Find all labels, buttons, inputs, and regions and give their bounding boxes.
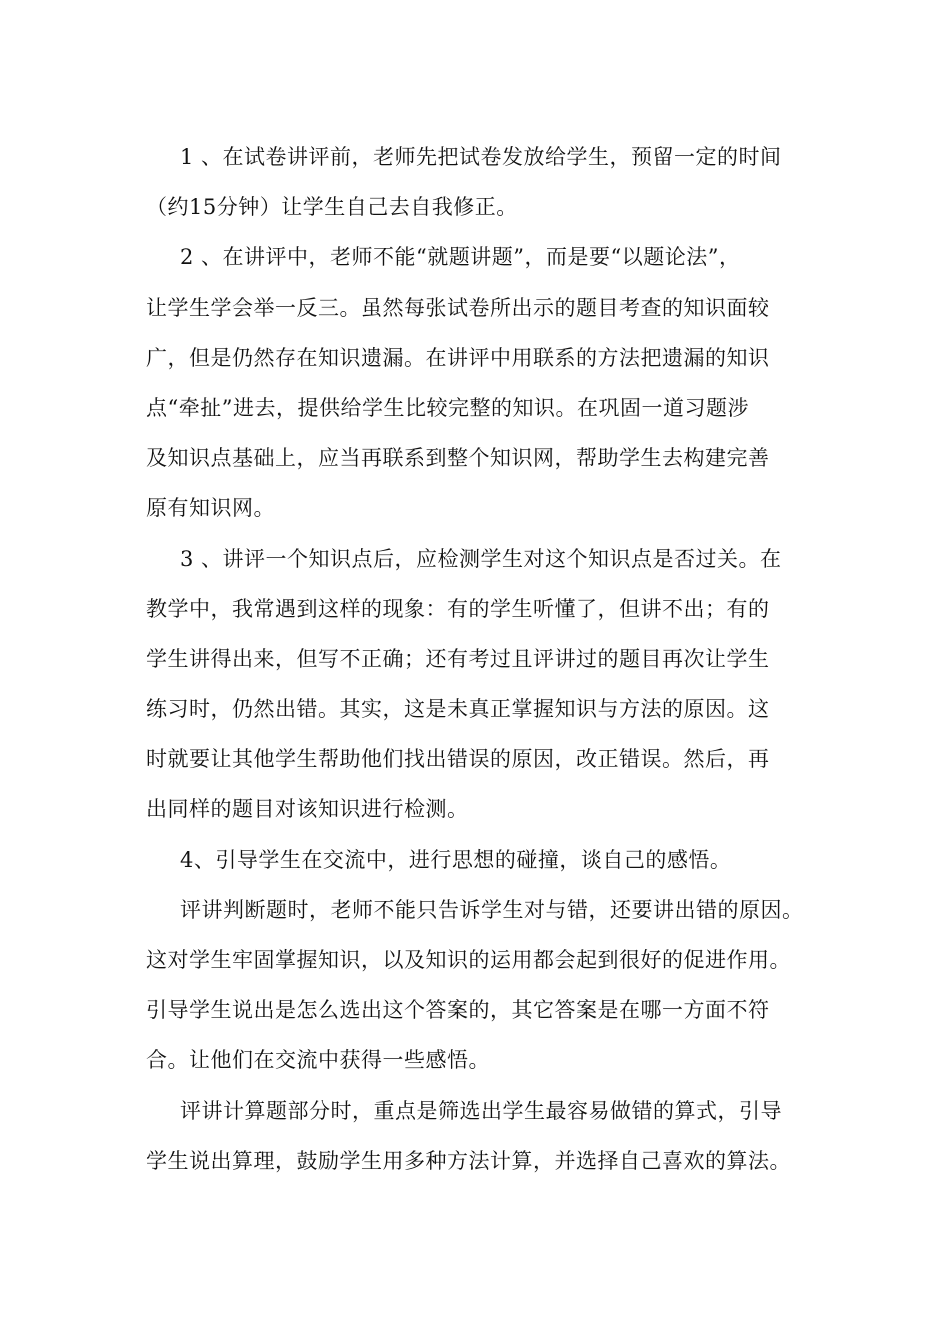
text-line: 教学中，我常遇到这样的现象：有的学生听懂了，但讲不出；有的	[146, 596, 770, 621]
text-line: 及知识点基础上，应当再联系到整个知识网，帮助学生去构建完善	[146, 446, 770, 471]
text-line: 评讲判断题时，老师不能只告诉学生对与错，还要讲出错的原因。	[180, 897, 804, 922]
text-line: 广，但是仍然存在知识遗漏。在讲评中用联系的方法把遗漏的知识	[146, 345, 770, 370]
text-line: 4、引导学生在交流中，进行思想的碰撞，谈自己的感悟。	[180, 847, 732, 872]
text-line: 学生说出算理，鼓励学生用多种方法计算，并选择自己喜欢的算法。	[146, 1148, 791, 1173]
text-line: 出同样的题目对该知识进行检测。	[146, 797, 469, 822]
text-line: 3 、讲评一个知识点后，应检测学生对这个知识点是否过关。在	[180, 546, 782, 571]
text-line: 点“牵扯”进去，提供给学生比较完整的知识。在巩固一道习题涉	[146, 395, 749, 420]
text-line: 这对学生牢固掌握知识，以及知识的运用都会起到很好的促进作用。	[146, 948, 791, 972]
text-line: 原有知识网。	[146, 496, 275, 521]
text-line: 合。让他们在交流中获得一些感悟。	[146, 1048, 490, 1073]
text-line: 时就要让其他学生帮助他们找出错误的原因，改正错误。然后，再	[146, 747, 770, 772]
document-body	[146, 132, 826, 1186]
text-line: （约15分钟）让学生自己去自我修正。	[146, 195, 518, 220]
text-line: 让学生学会举一反三。虽然每张试卷所出示的题目考查的知识面较	[146, 295, 770, 320]
text-line: 练习时，仍然出错。其实，这是未真正掌握知识与方法的原因。这	[146, 697, 770, 722]
text-line: 2 、在讲评中，老师不能“就题讲题”，而是要“以题论法”，	[180, 245, 741, 270]
text-line: 引导学生说出是怎么选出这个答案的，其它答案是在哪一方面不符	[146, 998, 770, 1023]
text-line: 评讲计算题部分时，重点是筛选出学生最容易做错的算式，引导	[180, 1098, 782, 1123]
text-line: 学生讲得出来，但写不正确；还有考过且评讲过的题目再次让学生	[146, 646, 770, 671]
text-line: 1 、在试卷讲评前，老师先把试卷发放给学生，预留一定的时间	[180, 145, 782, 169]
